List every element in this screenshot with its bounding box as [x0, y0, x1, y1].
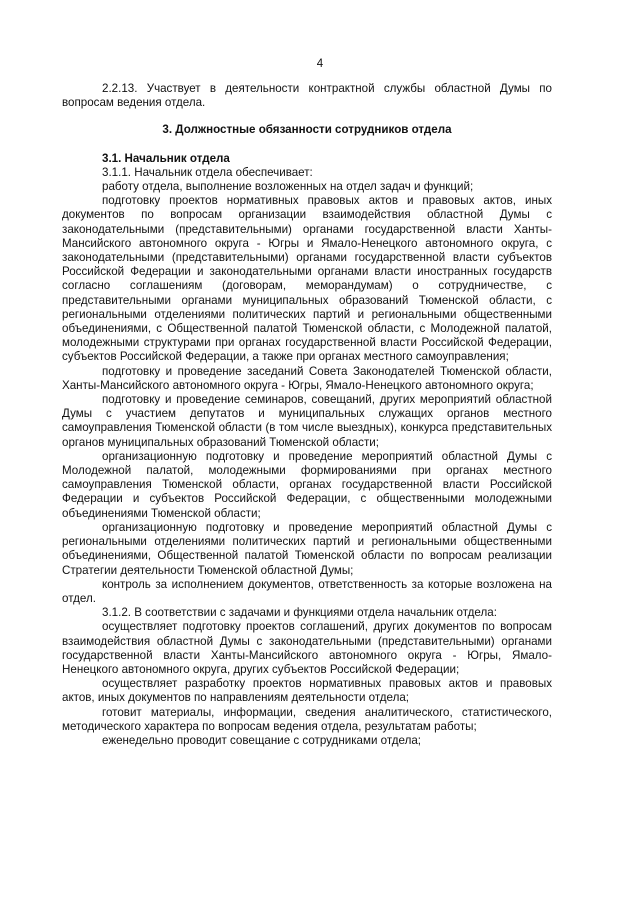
page-number: 4 [316, 58, 324, 70]
paragraph: подготовку проектов нормативных правовых актов и правовых актов, иных документов по вопросам организации взаимодействия областной Думы с законодательными (представительными) органами государственной власти Ханты-Мансийского автономного округа - Югры и Ямало-Ненецкого автономного округа, с законодательными (представительными) органами государственной власти субъектов Российской Федерации и законодательными органами власти иностранных государств согласно соглашениям (договорам, меморандумам) о сотрудничестве, с представительными органами муниципальных образований Тюменской области, с региональными отделениями политических партий и региональными общественными объединениями, с Общественной палатой Тюменской области, с Молодежной палатой, молодежными структурами при органах государственной власти Российской Федерации, субъектов Российской Федерации, а также при органах местного самоуправления; [62, 194, 552, 364]
paragraph: подготовку и проведение семинаров, совещаний, других мероприятий областной Думы с участием депутатов и муниципальных служащих органов местного самоуправления Тюменской области (в том числе выездных), конкурса представительных органов муниципальных образований Тюменской области; [62, 393, 552, 449]
paragraph: организационную подготовку и проведение мероприятий областной Думы с Молодежной палатой, молодежными формированиями при органах местного самоуправления Тюменской области, органах государственной власти Российской Федерации и субъектов Российской Федерации, с общественными молодежными объединениями Тюменской области; [62, 449, 552, 520]
section-heading: 3. Должностные обязанности сотрудников отдела [162, 123, 452, 137]
paragraph: 3.1.2. В соответствии с задачами и функциями отдела начальник отдела: [102, 606, 497, 620]
paragraph: контроль за исполнением документов, ответственность за которые возложена на отдел. [62, 577, 552, 605]
paragraph: еженедельно проводит совещание с сотрудниками отдела; [102, 733, 422, 747]
paragraph: осуществляет подготовку проектов соглашений, других документов по вопросам взаимодействия областной Думы с законодательными (представительными) органами государственной власти Ханты-Мансийского автономного округа - Югры, Ямало-Ненецкого автономного округа, других субъектов Российской Федерации; [62, 620, 552, 676]
subsection-heading: 3.1. Начальник отдела [102, 151, 230, 165]
paragraph: подготовку и проведение заседаний Совета Законодателей Тюменской области, Ханты-Мансийского автономного округа - Югры, Ямало-Ненецкого автономного округа; [62, 364, 552, 392]
paragraph: организационную подготовку и проведение мероприятий областной Думы с региональными отделениями политических партий и региональными общественными объединениями, Общественной палатой Тюменской области по вопросам реализации Стратегии деятельности Тюменской областной Думы; [62, 520, 552, 577]
document-body [62, 82, 552, 748]
paragraph: 3.1.1. Начальник отдела обеспечивает: [102, 165, 313, 179]
paragraph: работу отдела, выполнение возложенных на отдел задач и функций; [102, 180, 474, 194]
paragraph: готовит материалы, информации, сведения аналитического, статистического, методического характера по вопросам ведения отдела, результатам работы; [62, 705, 552, 733]
paragraph: 2.2.13. Участвует в деятельности контрактной службы областной Думы по вопросам ведения отдела. [62, 82, 552, 110]
paragraph: осуществляет разработку проектов нормативных правовых актов и правовых актов, иных документов по направлениям деятельности отдела; [62, 677, 552, 705]
